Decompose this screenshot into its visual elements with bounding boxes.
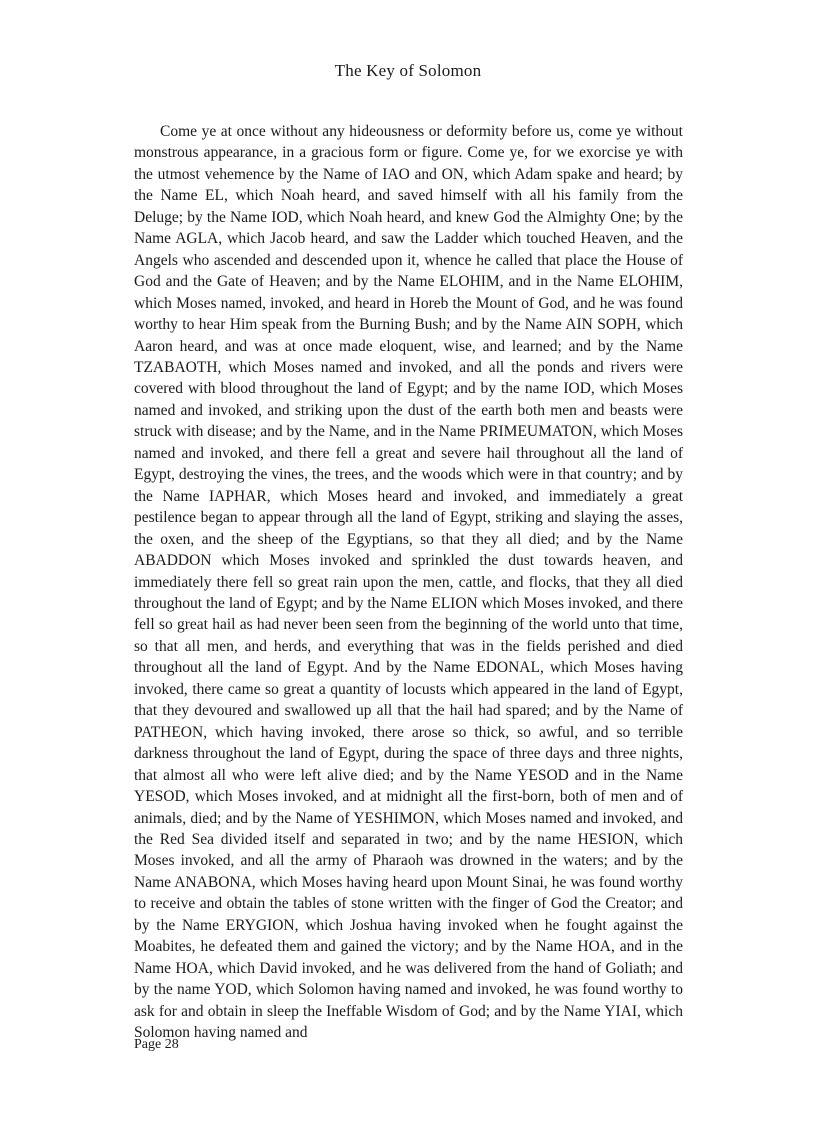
body-paragraph: Come ye at once without any hideousness or deformity before us, come ye without monstrous appearance, in a gracious form or figure. Come ye, for we exorcise ye with the utmost vehemence by the Name of IAO and ON, which Adam spake and heard; by the Name EL, which Noah heard, and saved himself with all his family from the Deluge; by the Name IOD, which Noah heard, and knew God the Almighty One; by the Name AGLA, which Jacob heard, and saw the Ladder which touched Heaven, and the Angels who ascended and descended upon it, whence he called that place the House of God and the Gate of Heaven; and by the Name ELOHIM, and in the Name ELOHIM, which Moses named, invoked, and heard in Horeb the Mount of God, and he was found worthy to hear Him speak from the Burning Bush; and by the Name AIN SOPH, which Aaron heard, and was at once made eloquent, wise, and learned; and by the Name TZABAOTH, which Moses named and invoked, and all the ponds and rivers were covered with blood throughout the land of Egypt; and by the name IOD, which Moses named and invoked, and striking upon the dust of the earth both men and beasts were struck with disease; and by the Name, and in the Name PRIMEUMATON, which Moses named and invoked, and there fell a great and severe hail throughout all the land of Egypt, destroying the vines, the trees, and the woods which were in that country; and by the Name IAPHAR, which Moses heard and invoked, and immediately a great pestilence began to appear through all the land of Egypt, striking and slaying the asses, the oxen, and the sheep of the Egyptians, so that they all died; and by the Name ABADDON which Moses invoked and sprinkled the dust towards heaven, and immediately there fell so great rain upon the men, cattle, and flocks, that they all died throughout the land of Egypt; and by the Name ELION which Moses invoked, and there fell so great hail as had never been seen from the beginning of the world unto that time, so that all men, and herds, and everything that was in the fields perished and died throughout all the land of Egypt. And by the Name EDONAL, which Moses having invoked, there came so great a quantity of locusts which appeared in the land of Egypt, that they devoured and swallowed up all that the hail had spared; and by the Name of PATHEON, which having invoked, there arose so thick, so awful, and so terrible darkness throughout the land of Egypt, during the space of three days and three nights, that almost all who were left alive died; and by the Name YESOD and in the Name YESOD, which Moses invoked, and at midnight all the first-born, both of men and of animals, died; and by the Name of YESHIMON, which Moses named and invoked, and the Red Sea divided itself and separated in two; and by the name HESION, which Moses invoked, and all the army of Pharaoh was drowned in the waters; and by the Name ANABONA, which Moses having heard upon Mount Sinai, he was found worthy to receive and obtain the tables of stone written with the finger of God the Creator; and by the Name ERYGION, which Joshua having invoked when he fought against the Moabites, he defeated them and gained the victory; and by the Name HOA, and in the Name HOA, which David invoked, and he was delivered from the hand of Goliath; and by the name YOD, which Solomon having named and invoked, he was found worthy to ask for and obtain in sleep the Ineffable Wisdom of God; and by the Name YIAI, which Solomon having named and xyxy=(134,123,683,1042)
running-header: The Key of Solomon xyxy=(334,61,482,80)
page-number: Page 28 xyxy=(134,1037,179,1052)
